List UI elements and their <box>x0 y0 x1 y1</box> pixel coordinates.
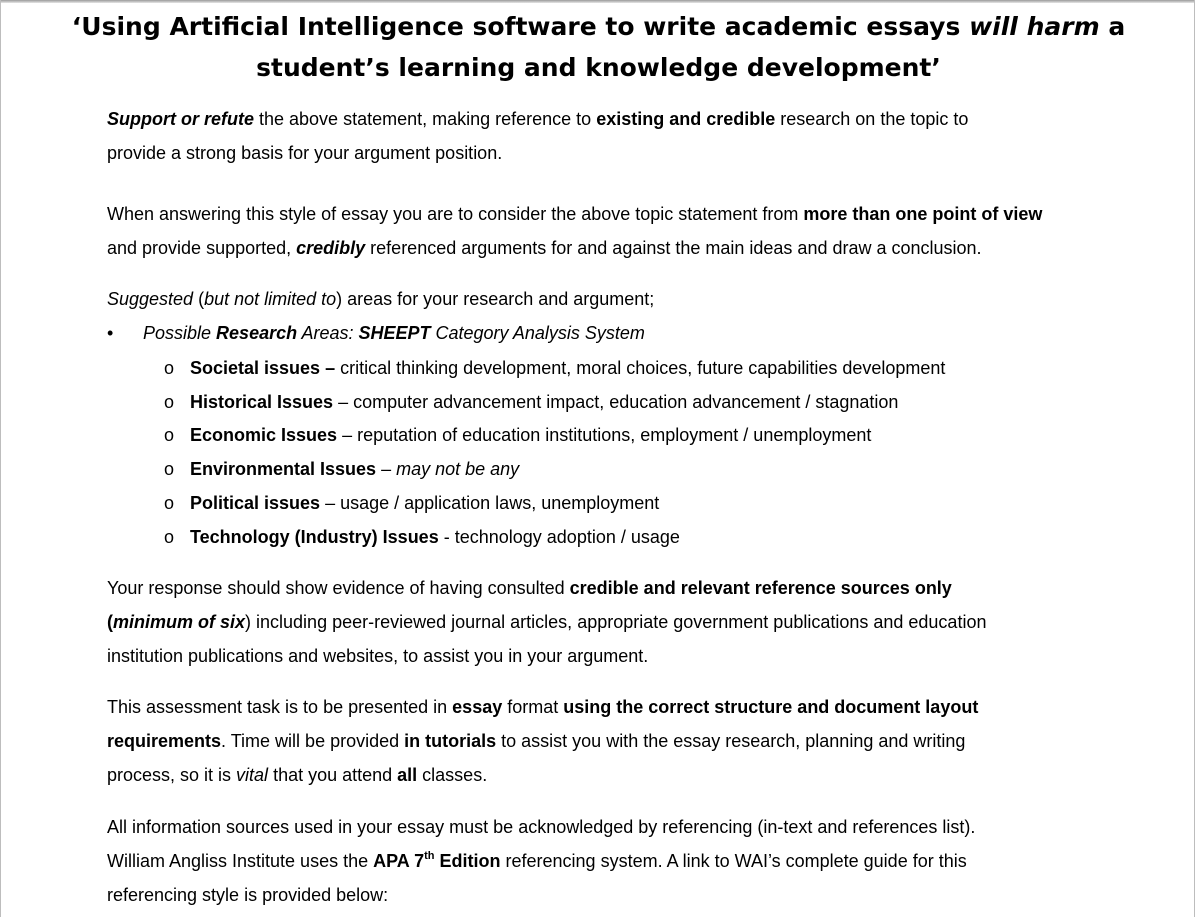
p3-text-b: ( <box>193 289 205 309</box>
list-item <box>161 351 1141 385</box>
p4-text-e: ) including peer-reviewed journal articles, appropriate government publications and education <box>245 612 987 632</box>
all-text: all <box>397 765 418 785</box>
list-item-label: Environmental Issues <box>190 459 377 479</box>
list-item <box>161 452 1141 486</box>
list-item-label: Historical Issues <box>190 392 334 412</box>
format-paragraph <box>107 690 1147 792</box>
list-item-desc: – <box>376 459 397 479</box>
p5-text-c: format <box>502 697 564 717</box>
p5-text-m: classes. <box>417 765 488 785</box>
bullet-marker-icon: • <box>107 323 114 343</box>
sources-paragraph <box>107 571 1147 673</box>
edition-text: Edition <box>434 851 501 871</box>
p6-text-g: referencing style is provided below: <box>107 885 389 905</box>
list-item-desc: – reputation of education institutions, employment / unemployment <box>337 425 872 445</box>
list-item-label: Societal issues – <box>190 358 336 378</box>
list-item-desc: – usage / application laws, unemployment <box>320 493 660 513</box>
not-limited-text: but not limited to <box>204 289 337 309</box>
point-of-view-text: more than one point of view <box>803 204 1043 224</box>
structure-text: using the correct structure and document layout <box>563 697 979 717</box>
p6-text-f: referencing system. A link to WAI’s complete guide for this <box>500 851 967 871</box>
requirements-text: requirements <box>107 731 222 751</box>
bullet-text-c: Areas: <box>297 323 359 343</box>
credibly-text: credibly <box>296 238 366 258</box>
p2-text-a: When answering this style of essay you are to consider the above topic statement from <box>107 204 804 224</box>
p5-text-i: process, so it is <box>107 765 237 785</box>
title-text-2: a <box>1099 12 1126 41</box>
bullet-text-e: Category Analysis System <box>430 323 645 343</box>
page-top-edge <box>1 0 1194 3</box>
list-item-label: Technology (Industry) Issues <box>190 527 439 547</box>
title-text-1: ‘Using Artificial Intelligence software to write academic essays <box>71 12 970 41</box>
list-item <box>161 418 1141 452</box>
circle-bullet-icon: o <box>164 392 175 412</box>
title-emphasis: will harm <box>969 12 1100 41</box>
instruction-paragraph-1 <box>107 102 1147 170</box>
apa-superscript: th <box>424 850 435 862</box>
list-item-desc: - technology adoption / usage <box>438 527 680 547</box>
instruction-paragraph-2 <box>107 197 1147 265</box>
apa-text: APA 7 <box>373 851 425 871</box>
suggested-areas-intro <box>107 282 1147 316</box>
minimum-six-text: minimum of six <box>113 612 246 632</box>
bullet-sheept-text: SHEEPT <box>358 323 431 343</box>
list-item-desc: critical thinking development, moral choices, future capabilities development <box>335 358 946 378</box>
p5-text-h: to assist you with the essay research, planning and writing <box>496 731 966 751</box>
in-tutorials-text: in tutorials <box>404 731 497 751</box>
p6-text-a: All information sources used in your essay must be acknowledged by referencing (in-text and references list). <box>107 817 976 837</box>
list-item-desc: – computer advancement impact, education advancement / stagnation <box>333 392 899 412</box>
circle-bullet-icon: o <box>164 459 175 479</box>
existing-credible-text: existing and credible <box>596 109 776 129</box>
list-item-label: Economic Issues <box>190 425 338 445</box>
p1-text-b: the above statement, making reference to <box>254 109 597 129</box>
circle-bullet-icon: o <box>164 527 175 547</box>
p5-text-f: . Time will be provided <box>221 731 405 751</box>
p4-text-c: ( <box>107 612 113 632</box>
list-item <box>161 385 1141 419</box>
bullet-research-text: Research <box>216 323 298 343</box>
essay-topic-title <box>41 6 1156 88</box>
list-item <box>161 520 1141 554</box>
circle-bullet-icon: o <box>164 358 175 378</box>
p6-text-b: William Angliss Institute uses the <box>107 851 374 871</box>
suggested-text: Suggested <box>107 289 194 309</box>
p2-text-e: referenced arguments for and against the main ideas and draw a conclusion. <box>365 238 982 258</box>
p5-text-a: This assessment task is to be presented in <box>107 697 453 717</box>
circle-bullet-icon: o <box>164 493 175 513</box>
p3-text-d: ) areas for your research and argument; <box>336 289 655 309</box>
list-item-desc-italic: may not be any <box>396 459 520 479</box>
p4-text-a: Your response should show evidence of having consulted <box>107 578 570 598</box>
circle-bullet-icon: o <box>164 425 175 445</box>
credible-sources-text: credible and relevant reference sources only <box>569 578 952 598</box>
p1-text-d: research on the topic to <box>775 109 969 129</box>
bullet-text-a: Possible <box>143 323 217 343</box>
vital-text: vital <box>236 765 269 785</box>
p5-text-k: that you attend <box>268 765 398 785</box>
essay-text: essay <box>452 697 503 717</box>
support-refute-text: Support or refute <box>107 109 254 129</box>
research-areas-bullet <box>107 316 1147 350</box>
list-item-label: Political issues <box>190 493 321 513</box>
title-line-2: student’s learning and knowledge development’ <box>256 53 941 82</box>
list-item <box>161 486 1141 520</box>
bullet-text <box>143 316 645 350</box>
p4-text-f: institution publications and websites, to assist you in your argument. <box>107 646 649 666</box>
p1-text-e: provide a strong basis for your argument position. <box>107 143 503 163</box>
referencing-paragraph <box>107 810 1147 912</box>
p2-text-c: and provide supported, <box>107 238 297 258</box>
